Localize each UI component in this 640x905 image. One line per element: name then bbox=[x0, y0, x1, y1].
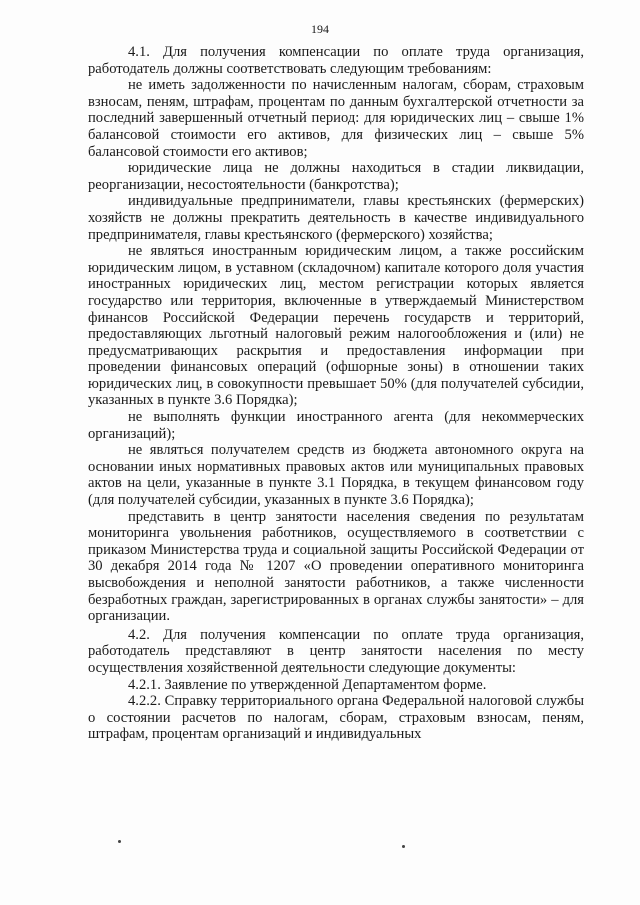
paragraph-4-1: 4.1. Для получения компенсации по оплате труда организация, работодатель должны соответствовать следующим требованиям: bbox=[88, 44, 584, 77]
requirement-monitoring: представить в центр занятости населения сведения по результатам мониторинга увольнения работников, осуществляемого в соответствии с приказом Министерства труда и социальной защиты Российской Федерации от 30 декабря 2014 года № 1207 «О проведении оперативного мониторинга высвобождения и неполной занятости работников, а также численности безработных граждан, зарегистрированных в органах службы занятости» – для организации. bbox=[88, 508, 584, 625]
requirement-no-liquidation: юридические лица не должны находиться в стадии ликвидации, реорганизации, несостоятельности (банкротства); bbox=[88, 160, 584, 193]
paragraph-4-2-2: 4.2.2. Справку территориального органа Федеральной налоговой службы о состоянии расчетов по налогам, сборам, страховым взносам, пеням, штрафам, процентам организаций и индивидуальных bbox=[88, 693, 584, 743]
requirement-no-debt: не иметь задолженности по начисленным налогам, сборам, страховым взносам, пеням, штрафам, процентам по данным бухгалтерской отчетности за последний завершенный отчетный период: для юридических лиц – свыше 1% балансовой стоимости его активов, для физических лиц – свыше 5% балансовой стоимости его активов; bbox=[88, 77, 584, 160]
paragraph-4-2-1: 4.2.1. Заявление по утвержденной Департаментом форме. bbox=[128, 676, 487, 693]
scan-speck bbox=[402, 845, 405, 848]
requirement-not-foreign: не являться иностранным юридическим лицом, а также российским юридическим лицом, в уставном (складочном) капитале которого доля участия иностранных юридических лиц, местом регистрации которых является государство или территория, включенные в утверждаемый Министерством финансов Российской Федерации перечень государств и территорий, предоставляющих льготный налоговый режим налогообложения и (или) не предусматривающих раскрытия и предоставления информации при проведении финансовых операций (офшорные зоны) в отношении таких юридических лиц, в совокупности превышает 50% (для получателей субсидии, указанных в пункте 3.6 Порядка); bbox=[88, 243, 584, 409]
page-number: 194 bbox=[311, 22, 329, 36]
paragraph-4-2: 4.2. Для получения компенсации по оплате труда организация, работодатель представляют в центр занятости населения по месту осуществления хозяйственной деятельности следующие документы: bbox=[88, 626, 584, 676]
requirement-no-budget-funds: не являться получателем средств из бюджета автономного округа на основании иных нормативных правовых актов или муниципальных правовых актов на цели, указанные в пункте 3.1 Порядка, в текущем финансовом году (для получателей субсидии, указанных в пункте 3.6 Порядка); bbox=[88, 442, 584, 509]
document-body bbox=[88, 44, 584, 743]
scan-speck bbox=[118, 840, 121, 843]
requirement-not-foreign-agent: не выполнять функции иностранного агента (для некоммерческих организаций); bbox=[88, 409, 584, 442]
requirement-entrepreneurs: индивидуальные предприниматели, главы крестьянских (фермерских) хозяйств не должны прекратить деятельность в качестве индивидуального предпринимателя, главы крестьянского (фермерского) хозяйства; bbox=[88, 193, 584, 243]
